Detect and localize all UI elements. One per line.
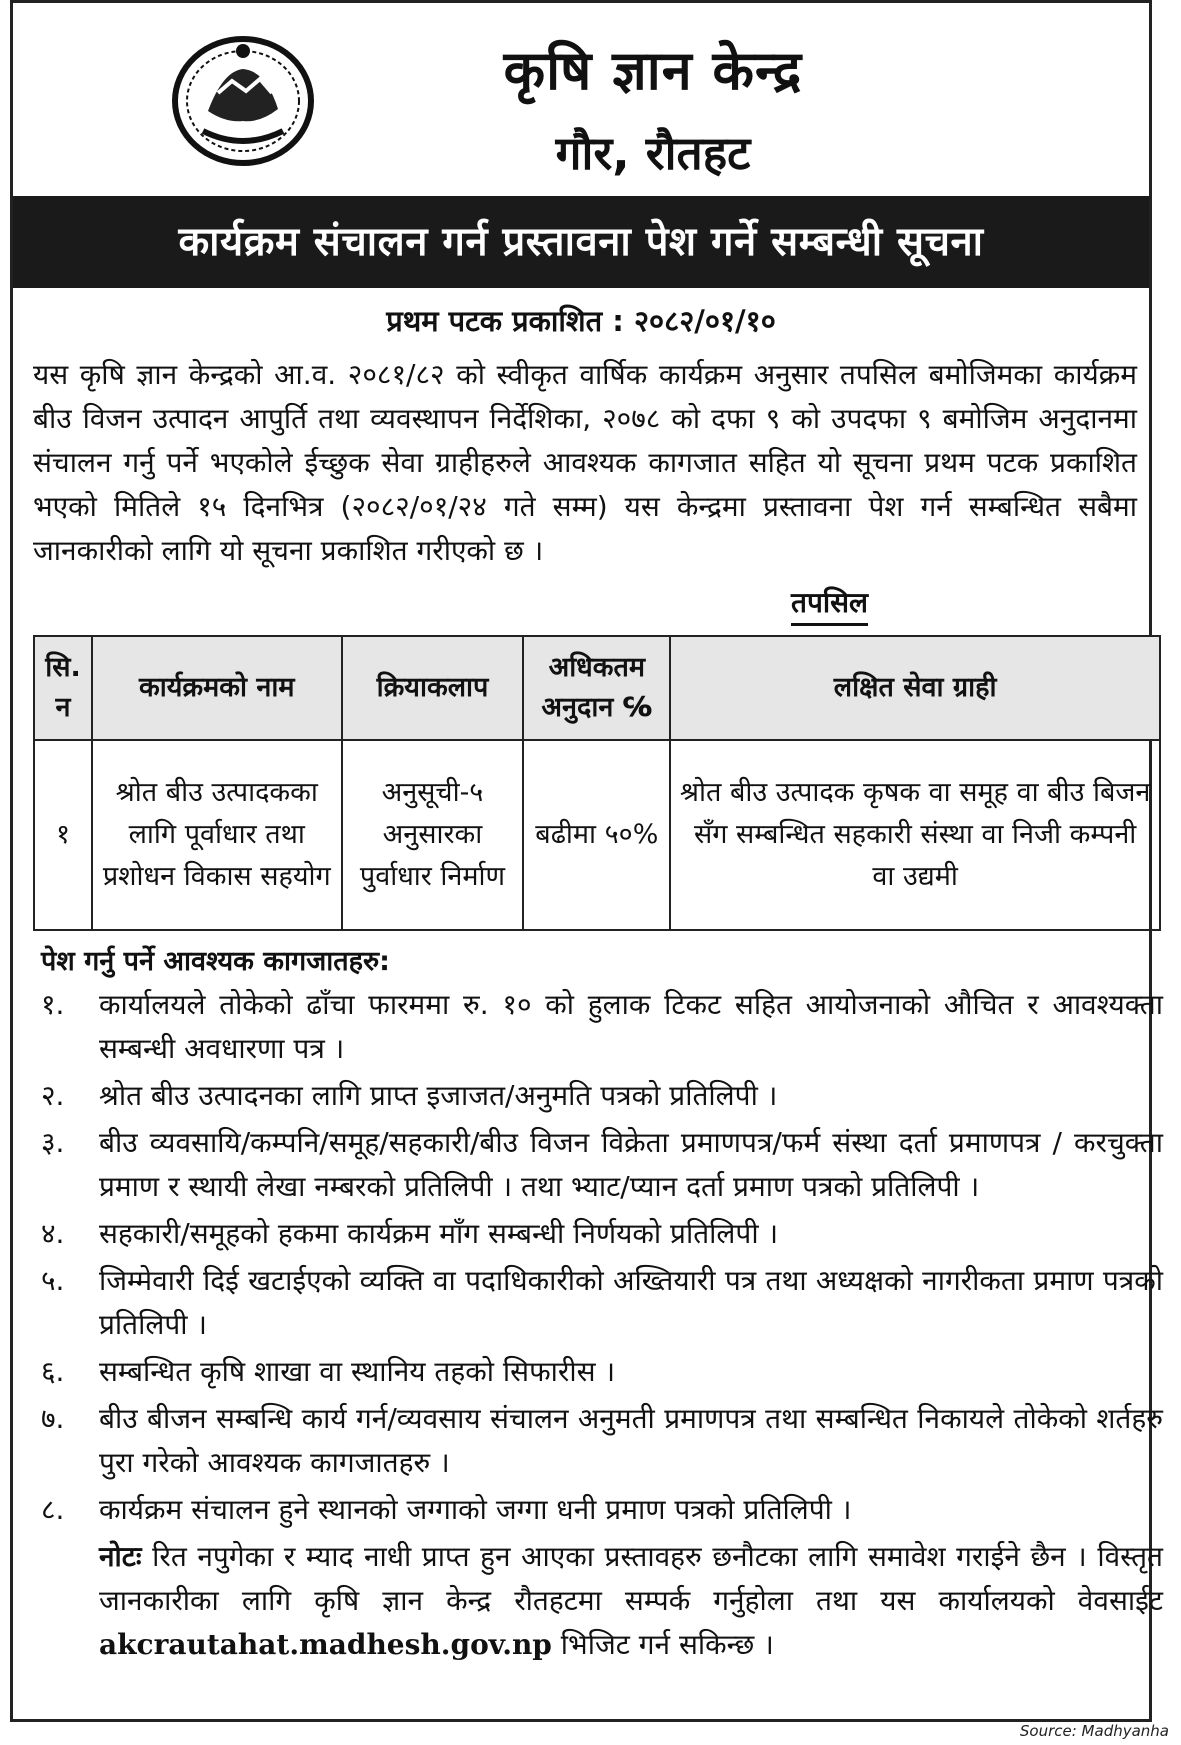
list-item-text: श्रोत बीउ उत्पादनका लागि प्राप्त इजाजत/अनुमति पत्रको प्रतिलिपी । bbox=[99, 1079, 778, 1112]
table-header-row bbox=[34, 636, 1160, 740]
cell-sn: १ bbox=[34, 740, 92, 930]
cell-max-grant: बढीमा ५०% bbox=[523, 740, 670, 930]
list-item-text: कार्यक्रम संचालन हुने स्थानको जग्गाको जग्गा धनी प्रमाण पत्रको प्रतिलिपी । bbox=[99, 1493, 852, 1526]
col-header-program-name: कार्यक्रमको नाम bbox=[92, 636, 342, 740]
list-item-number: २. bbox=[41, 1079, 65, 1112]
list-item-text: सहकारी/समूहको हकमा कार्यक्रम माँग सम्बन्धी निर्णयको प्रतिलिपी । bbox=[99, 1217, 779, 1250]
website-link[interactable]: akcrautahat.madhesh.gov.np bbox=[99, 1628, 552, 1661]
list-item-text: बीउ व्यवसायि/कम्पनि/समूह/सहकारी/बीउ विजन विक्रेता प्रमाणपत्र/फर्म संस्था दर्ता प्रमाणपत्र / करचुक्ता प्रमाण र स्थायी लेखा नम्बरको प्रतिलिपी । तथा भ्याट/प्यान दर्ता प्रमाण पत्रको प्रतिलिपी । bbox=[99, 1126, 1163, 1203]
program-table bbox=[33, 635, 1161, 931]
source-credit: Source: Madhyanha bbox=[1019, 1722, 1169, 1740]
office-location: गौर, रौतहट bbox=[555, 126, 751, 180]
list-item-number: ३. bbox=[41, 1126, 65, 1159]
list-item-number: ८. bbox=[41, 1493, 65, 1526]
list-item bbox=[41, 1488, 1163, 1532]
schedule-label: तपसिल bbox=[791, 583, 868, 626]
list-item-text: कार्यालयले तोकेको ढाँचा फारममा रु. १० को हुलाक टिकट सहित आयोजनाको औचित र आवश्यक्ता सम्बन्धी अवधारणा पत्र । bbox=[99, 988, 1163, 1065]
office-title: कृषि ज्ञान केन्द्र bbox=[503, 39, 803, 102]
list-item bbox=[41, 1259, 1163, 1347]
col-header-sn: सि. न bbox=[34, 636, 92, 740]
notice-frame bbox=[10, 0, 1163, 1722]
documents-heading: पेश गर्नु पर्ने आवश्यक कागजातहरु: bbox=[41, 946, 390, 977]
cell-program-name: श्रोत बीउ उत्पादकका लागि पूर्वाधार तथा प्रशोधन विकास सहयोग bbox=[92, 740, 342, 930]
documents-list bbox=[41, 983, 1163, 1667]
list-item bbox=[41, 1350, 1163, 1394]
list-item-number: ७. bbox=[41, 1402, 65, 1435]
nepal-emblem-icon bbox=[168, 31, 318, 171]
col-header-max-grant: अधिकतम अनुदान ℅ bbox=[523, 636, 670, 740]
list-item-text: सम्बन्धित कृषि शाखा वा स्थानिय तहको सिफारीस । bbox=[99, 1355, 616, 1388]
list-item-number: ४. bbox=[41, 1217, 65, 1250]
col-header-activity: क्रियाकलाप bbox=[342, 636, 524, 740]
list-item-number: १. bbox=[41, 988, 65, 1021]
note-label: नोटः bbox=[99, 1540, 142, 1573]
cell-activity: अनुसूची-५ अनुसारका पुर्वाधार निर्माण bbox=[342, 740, 524, 930]
note-paragraph bbox=[99, 1535, 1163, 1667]
cell-target-client: श्रोत बीउ उत्पादक कृषक वा समूह वा बीउ बिजन सँग सम्बन्धित सहकारी संस्था वा निजी कम्पनी वा उद्यमी bbox=[670, 740, 1160, 930]
list-item-text: जिम्मेवारी दिई खटाईएको व्यक्ति वा पदाधिकारीको अख्तियारी पत्र तथा अध्यक्षको नागरीकता प्रमाण पत्रको प्रतिलिपी । bbox=[99, 1264, 1163, 1341]
col-header-target-client: लक्षित सेवा ग्राही bbox=[670, 636, 1160, 740]
list-item bbox=[41, 1074, 1163, 1118]
table-row bbox=[34, 740, 1160, 930]
list-item-number: ६. bbox=[41, 1355, 65, 1388]
intro-paragraph: यस कृषि ज्ञान केन्द्रको आ.व. २०८१/८२ को स्वीकृत वार्षिक कार्यक्रम अनुसार तपसिल बमोजिमका कार्यक्रम बीउ विजन उत्पादन आपुर्ति तथा व्यवस्थापन निर्देशिका, २०७८ को दफा ९ को उपदफा ९ बमोजिम अनुदानमा संचालन गर्नु पर्ने भएकोले ईच्छुक सेवा ग्राहीहरुले आवश्यक कागजात सहित यो सूचना प्रथम पटक प्रकाशित भएको मितिले १५ दिनभित्र (२०८२/०१/२४ गते सम्म) यस केन्द्रमा प्रस्तावना पेश गर्न सम्बन्धित सबैमा जानकारीको लागि यो सूचना प्रकाशित गरीएको छ । bbox=[33, 358, 1137, 567]
list-item-number: ५. bbox=[41, 1264, 65, 1297]
publication-date: प्रथम पटक प्रकाशित : २०८२/०१/१० bbox=[386, 304, 776, 338]
list-item bbox=[41, 1397, 1163, 1485]
list-item-text: बीउ बीजन सम्बन्धि कार्य गर्न/व्यवसाय संचालन अनुमती प्रमाणपत्र तथा सम्बन्धित निकायले तोकेको शर्तहरु पुरा गरेको आवश्यक कागजातहरु । bbox=[99, 1402, 1163, 1479]
note-text: रित नपुगेका र म्याद नाधी प्राप्त हुन आएका प्रस्तावहरु छनौटका लागि समावेश गराईने छैन । विस्तृत जानकारीका लागि कृषि ज्ञान केन्द्र रौतहटमा सम्पर्क गर्नुहोला तथा यस कार्यालयको वेवसाईट bbox=[99, 1540, 1163, 1617]
notice-header bbox=[13, 3, 1149, 193]
list-item bbox=[41, 983, 1163, 1071]
note-text-end: भिजिट गर्न सकिन्छ । bbox=[560, 1628, 774, 1661]
notice-banner: कार्यक्रम संचालन गर्न प्रस्तावना पेश गर्ने सम्बन्धी सूचना bbox=[13, 196, 1149, 288]
list-item bbox=[41, 1212, 1163, 1256]
list-item bbox=[41, 1121, 1163, 1209]
